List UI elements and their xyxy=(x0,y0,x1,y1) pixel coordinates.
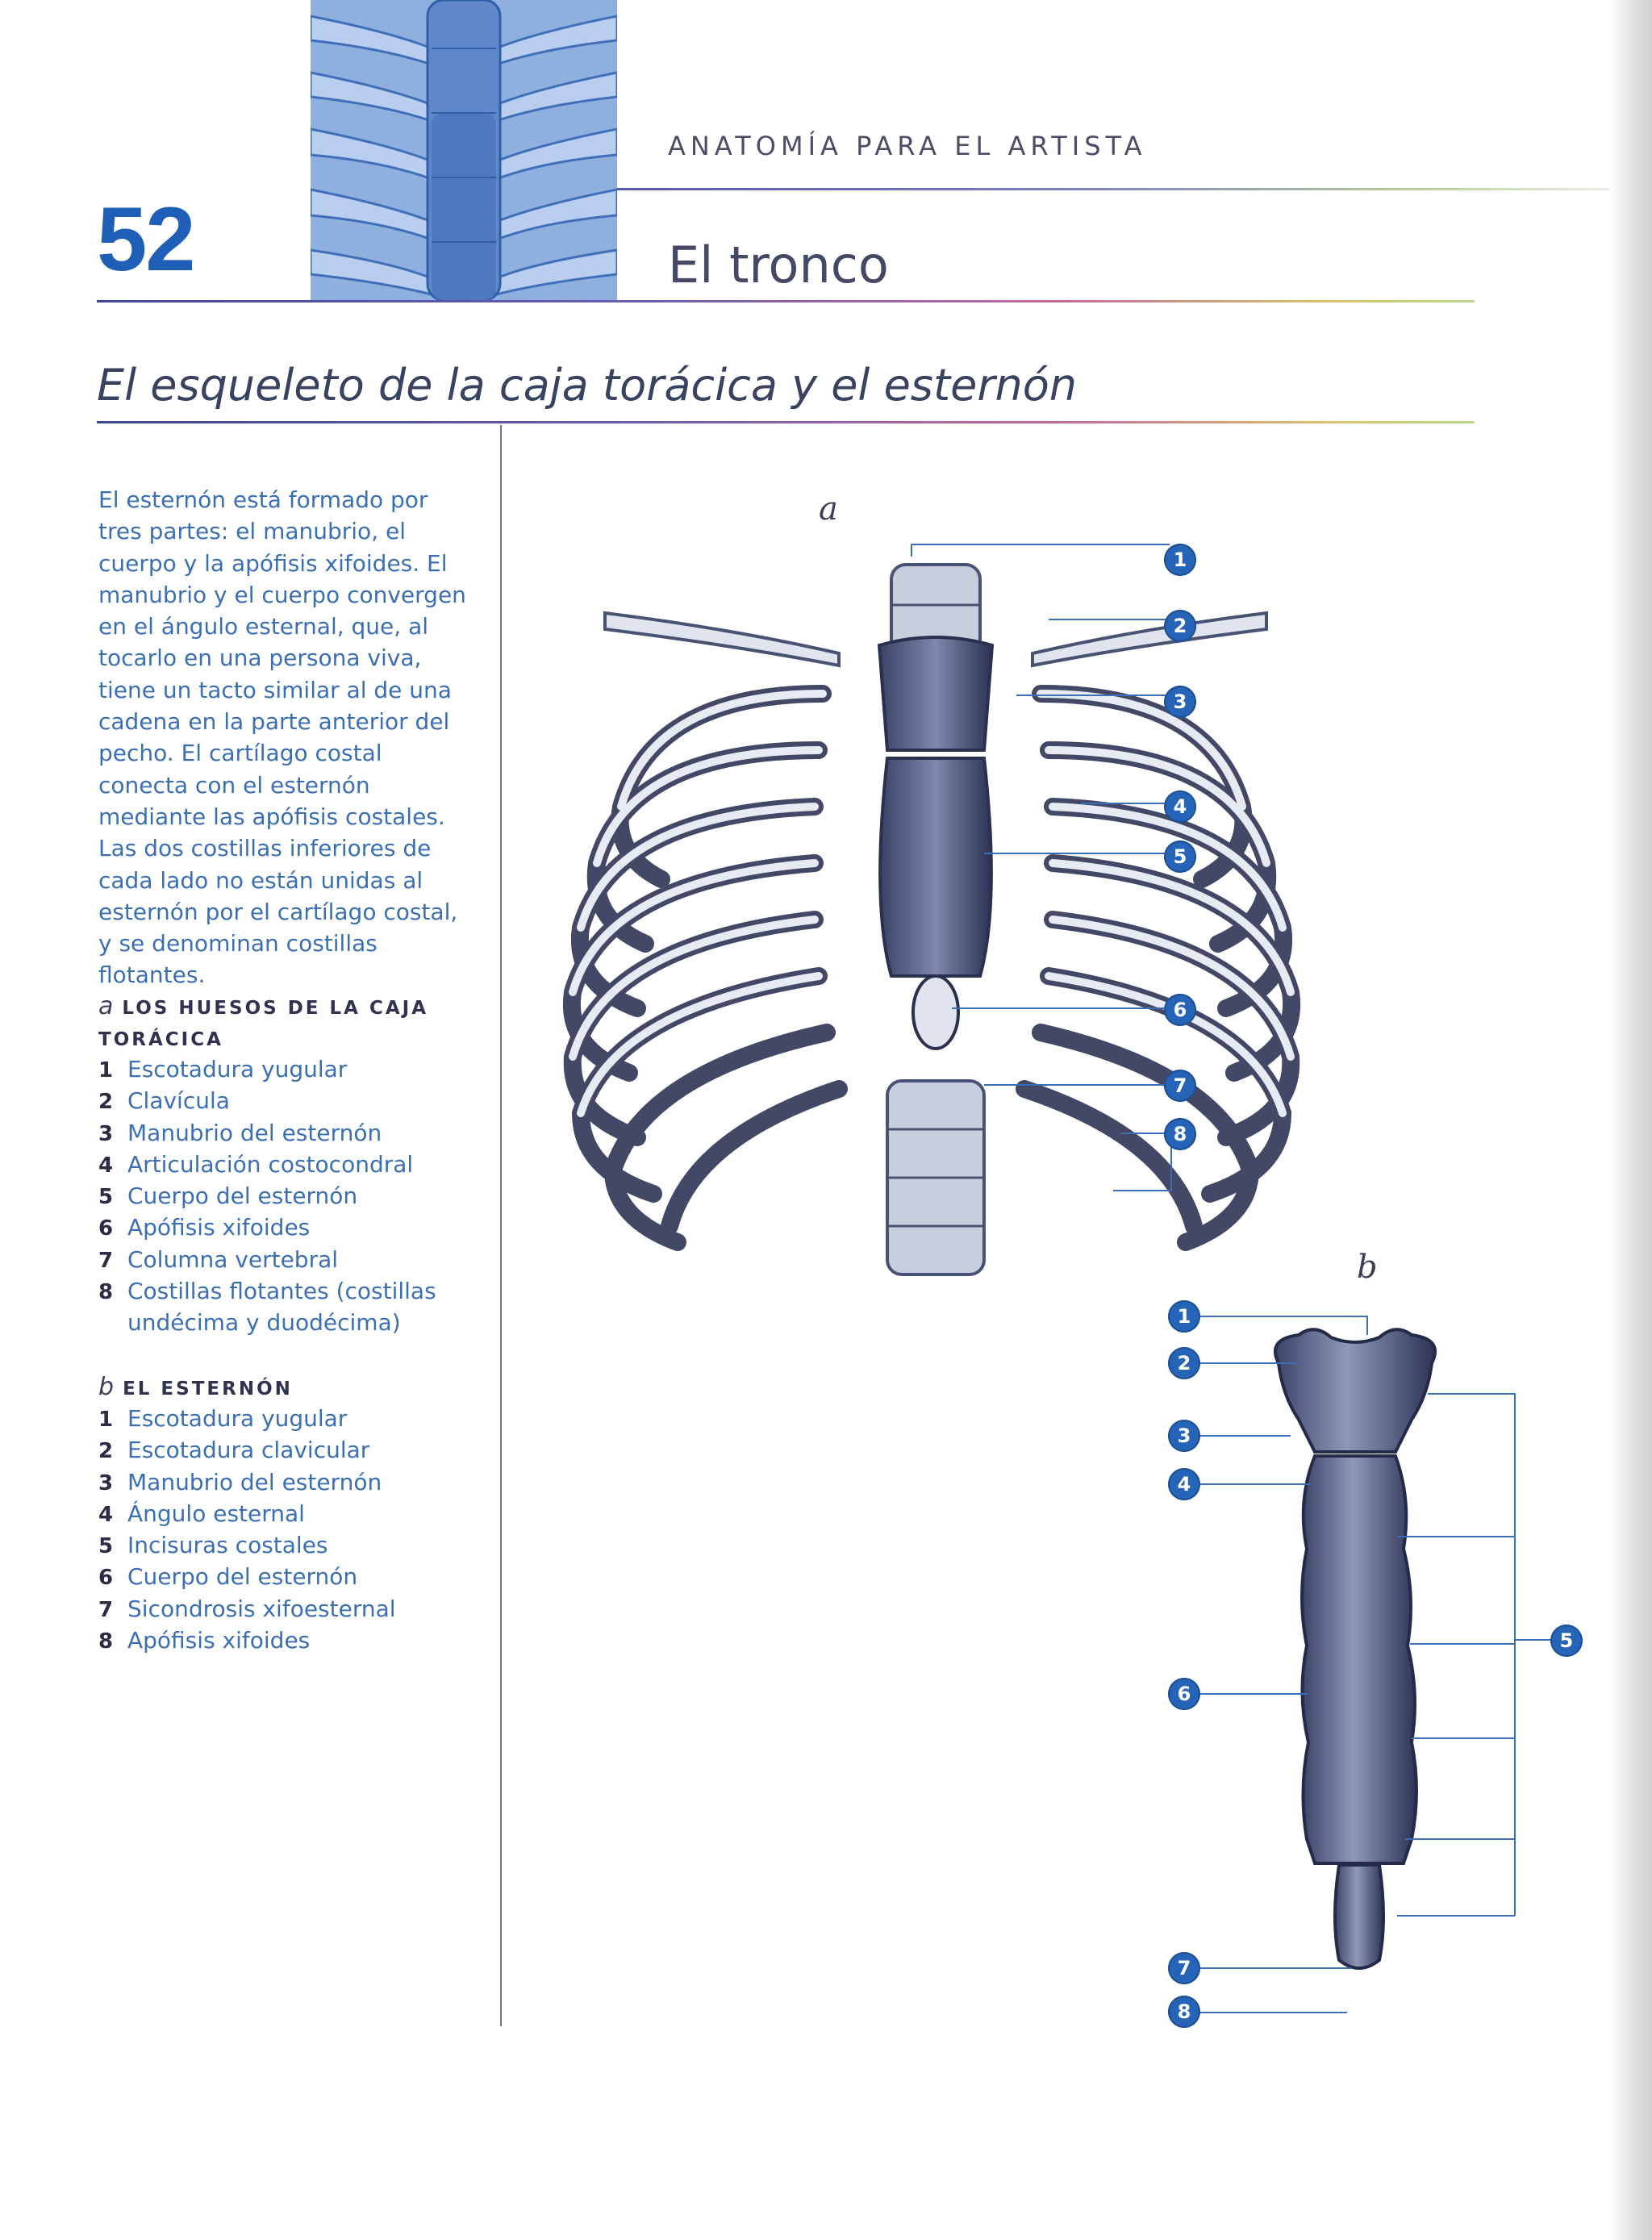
legend-a-item-num: 4 xyxy=(98,1153,114,1178)
legend-a-item-label: Apófisis xifoides xyxy=(127,1214,311,1241)
legend-a-item-label: Cuerpo del esternón xyxy=(127,1183,358,1210)
legend-b-item-label: Apófisis xifoides xyxy=(127,1627,311,1654)
legend-a-item xyxy=(98,1117,486,1149)
callout-a-3: 3 xyxy=(1164,686,1196,718)
header-rule xyxy=(617,188,1633,190)
page-number: 52 xyxy=(97,189,194,290)
legend-a-item-label: Escotadura yugular xyxy=(127,1056,348,1082)
callout-b-7: 7 xyxy=(1168,1952,1200,1984)
legend-b-item-label: Sicondrosis xifoesternal xyxy=(127,1595,396,1622)
chapter-title: El tronco xyxy=(668,236,889,294)
legend-b-item-num: 6 xyxy=(98,1566,114,1591)
legend-b-item-num: 4 xyxy=(98,1502,114,1527)
legend-a-letter: a xyxy=(98,992,114,1020)
column-divider xyxy=(500,425,502,2026)
legend-a-item-label: Manubrio del esternón xyxy=(127,1119,382,1146)
page-edge-shadow xyxy=(1609,0,1652,2240)
callout-b-6: 6 xyxy=(1168,1678,1200,1710)
callout-b-3: 3 xyxy=(1168,1420,1200,1452)
legend-a-item-label: Clavícula xyxy=(127,1087,230,1115)
legend-b-letter: b xyxy=(98,1373,115,1401)
section-title: El esqueleto de la caja torácica y el esternón xyxy=(97,360,1078,411)
legend-a-item-label: Articulación costocondral xyxy=(127,1150,414,1178)
callout-b-8: 8 xyxy=(1168,1996,1200,2028)
legend-a-item xyxy=(98,1212,486,1243)
legend-a-item xyxy=(98,1180,486,1212)
callout-b-1: 1 xyxy=(1168,1300,1200,1333)
legend-a-heading xyxy=(98,991,478,1056)
legend-a-list xyxy=(98,1053,486,1339)
callout-a-1: 1 xyxy=(1164,544,1196,576)
legend-a-item-num: 6 xyxy=(98,1216,114,1241)
legend-b-item-num: 7 xyxy=(98,1597,114,1622)
legend-b-item-label: Manubrio del esternón xyxy=(127,1468,382,1495)
callout-b-5: 5 xyxy=(1550,1625,1583,1657)
legend-a-item xyxy=(98,1149,486,1180)
book-title: ANATOMÍA PARA EL ARTISTA xyxy=(668,131,1147,161)
legend-b-item-num: 1 xyxy=(98,1408,114,1432)
legend-b-item-num: 5 xyxy=(98,1534,114,1559)
header-thumbnail-image xyxy=(311,0,617,300)
legend-a-item-num: 8 xyxy=(98,1280,114,1305)
legend-a-item-num: 7 xyxy=(98,1248,114,1273)
legend-b-item xyxy=(98,1625,486,1656)
legend-a-item-num: 3 xyxy=(98,1121,114,1146)
legend-b-item xyxy=(98,1529,486,1561)
callout-b-4: 4 xyxy=(1168,1468,1200,1500)
rib-cage-illustration xyxy=(532,516,1339,1323)
legend-b-heading xyxy=(98,1371,478,1405)
legend-a-title: LOS HUESOS DE LA CAJA TORÁCICA xyxy=(98,998,429,1050)
legend-b-item xyxy=(98,1561,486,1592)
callout-a-5: 5 xyxy=(1164,841,1196,873)
callout-a-2: 2 xyxy=(1164,610,1196,642)
section-rule xyxy=(97,421,1475,423)
legend-b-item-num: 2 xyxy=(98,1439,114,1464)
legend-b-item xyxy=(98,1466,486,1498)
legend-b-item-num: 3 xyxy=(98,1470,114,1495)
legend-a-item-num: 5 xyxy=(98,1185,114,1210)
legend-b-item-label: Ángulo esternal xyxy=(127,1500,305,1527)
sternum-illustration xyxy=(1186,1291,1589,2049)
legend-a-item-label: Columna vertebral xyxy=(127,1245,339,1273)
legend-b-item-label: Escotadura yugular xyxy=(127,1405,348,1432)
legend-b-item xyxy=(98,1434,486,1466)
legend-a-item-num: 1 xyxy=(98,1058,114,1082)
legend-a-item xyxy=(98,1275,486,1339)
figure-a-label: a xyxy=(819,490,838,528)
callout-a-4: 4 xyxy=(1164,790,1196,823)
callout-a-8: 8 xyxy=(1164,1118,1196,1150)
chapter-rule xyxy=(97,300,1475,302)
legend-a-item xyxy=(98,1085,486,1116)
legend-b-item xyxy=(98,1593,486,1625)
legend-a-item xyxy=(98,1244,486,1275)
legend-b-item xyxy=(98,1498,486,1529)
legend-a-item xyxy=(98,1053,486,1085)
legend-b-item xyxy=(98,1403,486,1434)
callout-b-2: 2 xyxy=(1168,1347,1200,1379)
legend-b-title: EL ESTERNÓN xyxy=(123,1379,293,1399)
legend-b-item-num: 8 xyxy=(98,1629,114,1654)
legend-a-item-num: 2 xyxy=(98,1090,114,1115)
intro-paragraph: El esternón está formado por tres partes: el manubrio, el cuerpo y la apófisis xifoides. El manubrio y el cuerpo convergen en el ángulo esternal, que, al tocarlo en una persona viva, tiene un tacto similar al de una cadena en la parte anterior del pecho. El cartílago costal conecta con el esternón mediante las apófisis costales. Las dos costillas inferiores de cada lado no están unidas al esternón por el cartílago costal, y se denominan costillas flotantes. xyxy=(98,486,466,989)
figure-b-label: b xyxy=(1357,1249,1378,1286)
legend-b-list xyxy=(98,1403,486,1656)
legend-b-item-label: Escotadura clavicular xyxy=(127,1437,370,1464)
callout-a-7: 7 xyxy=(1164,1070,1196,1102)
legend-b-item-label: Incisuras costales xyxy=(127,1532,328,1559)
callout-a-6: 6 xyxy=(1164,994,1196,1026)
legend-b-item-label: Cuerpo del esternón xyxy=(127,1563,358,1591)
legend-a-item-label: Costillas flotantes (costillas undécima y duodécima) xyxy=(127,1278,436,1337)
